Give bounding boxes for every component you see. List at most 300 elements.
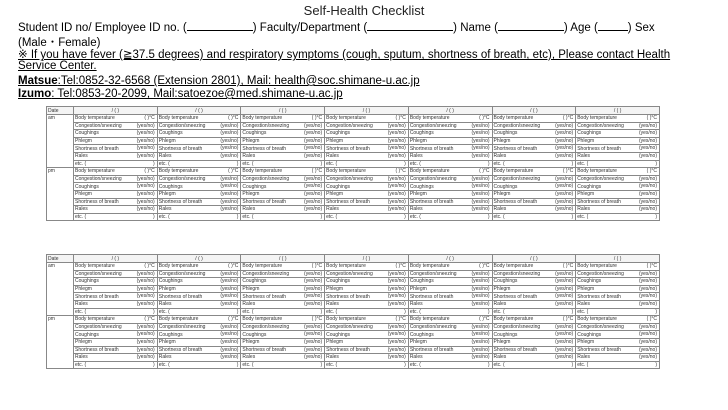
- check-cell[interactable]: [241, 160, 325, 168]
- check-cell[interactable]: [241, 206, 325, 214]
- check-cell[interactable]: [157, 122, 241, 130]
- check-cell[interactable]: [157, 137, 241, 145]
- item-answer: (yes/no): [387, 145, 406, 152]
- item-label: Congestion/sneezing: [493, 324, 541, 331]
- check-cell[interactable]: [492, 270, 576, 278]
- check-cell[interactable]: [157, 331, 241, 339]
- check-cell[interactable]: [408, 160, 492, 168]
- check-cell[interactable]: [576, 122, 660, 130]
- check-cell[interactable]: [408, 293, 492, 301]
- izumo-text[interactable]: : Tel:0853-20-2099, Mail:satoezoe@med.shimane-u.ac.jp: [51, 88, 343, 100]
- check-cell[interactable]: [157, 145, 241, 153]
- check-cell[interactable]: [576, 137, 660, 145]
- check-cell[interactable]: [576, 190, 660, 198]
- item-label: etc. (: [577, 308, 589, 315]
- item-answer: ( )°C: [479, 115, 490, 121]
- check-cell[interactable]: [576, 285, 660, 293]
- item-answer: ): [487, 361, 490, 368]
- item-label: Rales: [409, 206, 423, 213]
- check-cell[interactable]: [492, 122, 576, 130]
- check-cell[interactable]: [492, 198, 576, 206]
- check-cell[interactable]: [241, 300, 325, 308]
- item-answer: (yes/no): [304, 122, 323, 129]
- check-cell[interactable]: [157, 213, 241, 221]
- check-cell[interactable]: [325, 115, 409, 123]
- check-cell[interactable]: [576, 206, 660, 214]
- item-label: Coughings: [409, 130, 434, 137]
- check-cell[interactable]: [576, 323, 660, 331]
- item-label: Phlegm: [158, 138, 176, 145]
- item-answer: (yes/no): [220, 285, 239, 292]
- check-cell[interactable]: [74, 175, 158, 183]
- check-cell[interactable]: [408, 308, 492, 316]
- check-cell[interactable]: [325, 137, 409, 145]
- check-cell[interactable]: [241, 361, 325, 369]
- check-cell[interactable]: [74, 213, 158, 221]
- check-cell[interactable]: [74, 300, 158, 308]
- check-cell[interactable]: [241, 285, 325, 293]
- check-cell[interactable]: [157, 361, 241, 369]
- item-answer: (yes/no): [638, 270, 657, 277]
- date-cell[interactable]: / ( ): [408, 107, 492, 115]
- check-cell[interactable]: [157, 293, 241, 301]
- item-answer: (yes/no): [387, 285, 406, 292]
- check-cell[interactable]: [325, 308, 409, 316]
- check-cell[interactable]: [74, 278, 158, 286]
- item-answer: ( )°C: [144, 316, 155, 323]
- date-cell[interactable]: / ( ): [576, 107, 660, 115]
- check-cell[interactable]: [408, 361, 492, 369]
- item-label: etc. (: [158, 160, 170, 167]
- item-label: Rales: [242, 301, 256, 308]
- check-cell[interactable]: [74, 361, 158, 369]
- check-cell[interactable]: [74, 263, 158, 271]
- check-cell[interactable]: [241, 175, 325, 183]
- check-cell[interactable]: [157, 316, 241, 324]
- check-cell[interactable]: [325, 300, 409, 308]
- item-label: Phlegm: [242, 191, 260, 198]
- check-cell[interactable]: [241, 115, 325, 123]
- date-cell[interactable]: / ( ): [492, 107, 576, 115]
- check-cell[interactable]: [241, 263, 325, 271]
- faculty-label: ) Faculty/Department (: [252, 22, 368, 34]
- check-cell[interactable]: [576, 160, 660, 168]
- check-cell[interactable]: [325, 285, 409, 293]
- item-label: Congestion/sneezing: [409, 176, 457, 183]
- item-answer: (yes/no): [638, 300, 657, 307]
- check-cell[interactable]: [492, 263, 576, 271]
- item-label: etc. (: [242, 160, 254, 167]
- check-cell[interactable]: [325, 331, 409, 339]
- check-cell[interactable]: [492, 168, 576, 176]
- check-cell[interactable]: [157, 206, 241, 214]
- check-cell[interactable]: [325, 263, 409, 271]
- check-cell[interactable]: [241, 323, 325, 331]
- id-field[interactable]: [187, 20, 253, 31]
- check-cell[interactable]: [74, 190, 158, 198]
- item-label: Coughings: [409, 183, 434, 190]
- item-answer: ): [404, 160, 406, 167]
- check-cell[interactable]: [241, 270, 325, 278]
- check-cell[interactable]: [408, 168, 492, 176]
- check-cell[interactable]: [408, 316, 492, 324]
- check-cell[interactable]: [408, 263, 492, 271]
- check-cell[interactable]: [325, 175, 409, 183]
- check-cell[interactable]: [408, 145, 492, 153]
- check-cell[interactable]: [492, 331, 576, 339]
- check-cell[interactable]: [74, 285, 158, 293]
- item-answer: (yes/no): [304, 137, 323, 144]
- check-cell[interactable]: [74, 115, 158, 123]
- item-answer: (yes/no): [220, 198, 239, 205]
- check-cell[interactable]: [576, 338, 660, 346]
- date-cell[interactable]: / ( ): [241, 255, 325, 263]
- check-cell[interactable]: [74, 168, 158, 176]
- item-label: Rales: [493, 153, 507, 160]
- check-cell[interactable]: [576, 168, 660, 176]
- item-answer: (yes/no): [555, 285, 574, 292]
- check-cell[interactable]: [492, 323, 576, 331]
- check-cell[interactable]: [576, 115, 660, 123]
- date-cell[interactable]: / ( ): [157, 255, 241, 263]
- check-cell[interactable]: [325, 206, 409, 214]
- item-label: Phlegm: [75, 191, 92, 198]
- check-cell[interactable]: [492, 206, 576, 214]
- item-label: Shortness of breath: [577, 198, 621, 205]
- check-cell[interactable]: [492, 190, 576, 198]
- check-cell[interactable]: [241, 183, 325, 191]
- item-label: Congestion/sneezing: [326, 176, 373, 183]
- item-answer: (yes/no): [638, 346, 657, 353]
- item-label: Shortness of breath: [75, 293, 119, 300]
- check-cell[interactable]: [74, 354, 158, 362]
- item-label: Phlegm: [158, 339, 176, 346]
- check-cell[interactable]: [74, 183, 158, 191]
- sex-options[interactable]: (Male・Female): [18, 37, 101, 49]
- check-cell[interactable]: [241, 354, 325, 362]
- check-cell[interactable]: [74, 323, 158, 331]
- check-cell[interactable]: [408, 278, 492, 286]
- item-label: Congestion/sneezing: [242, 270, 290, 277]
- izumo-label: Izumo: [18, 88, 52, 100]
- item-label: Rales: [577, 301, 591, 308]
- check-cell[interactable]: [492, 175, 576, 183]
- check-cell[interactable]: [576, 308, 660, 316]
- check-cell[interactable]: [157, 198, 241, 206]
- check-cell[interactable]: [74, 270, 158, 278]
- item-answer: (yes/no): [471, 198, 490, 205]
- check-cell[interactable]: [157, 175, 241, 183]
- check-cell[interactable]: [157, 190, 241, 198]
- check-cell[interactable]: [157, 115, 241, 123]
- name-field[interactable]: [498, 20, 564, 31]
- check-cell[interactable]: [408, 130, 492, 138]
- date-cell[interactable]: / ( ): [492, 255, 576, 263]
- check-cell[interactable]: [325, 338, 409, 346]
- check-cell[interactable]: [492, 183, 576, 191]
- check-cell[interactable]: [241, 145, 325, 153]
- item-answer: (yes/no): [471, 183, 490, 190]
- check-cell[interactable]: [157, 270, 241, 278]
- check-cell[interactable]: [492, 278, 576, 286]
- check-cell[interactable]: [241, 137, 325, 145]
- faculty-field[interactable]: [367, 20, 453, 31]
- date-cell[interactable]: / ( ): [157, 107, 241, 115]
- check-cell[interactable]: [492, 354, 576, 362]
- check-cell[interactable]: [74, 198, 158, 206]
- check-cell[interactable]: [241, 308, 325, 316]
- check-cell[interactable]: [74, 338, 158, 346]
- check-cell[interactable]: [408, 115, 492, 123]
- item-answer: (yes/no): [471, 145, 490, 152]
- check-cell[interactable]: [325, 152, 409, 160]
- check-cell[interactable]: [408, 213, 492, 221]
- check-cell[interactable]: [492, 145, 576, 153]
- check-cell[interactable]: [492, 137, 576, 145]
- check-cell[interactable]: [576, 361, 660, 369]
- check-cell[interactable]: [74, 160, 158, 168]
- date-cell[interactable]: / ( ): [325, 255, 409, 263]
- table-row: [47, 300, 660, 308]
- check-cell[interactable]: [325, 183, 409, 191]
- check-cell[interactable]: [241, 316, 325, 324]
- check-cell[interactable]: [241, 213, 325, 221]
- check-cell[interactable]: [157, 323, 241, 331]
- check-cell[interactable]: [492, 293, 576, 301]
- item-label: etc. (: [493, 308, 505, 315]
- check-cell[interactable]: [241, 190, 325, 198]
- item-label: Phlegm: [75, 339, 92, 346]
- item-answer: (yes/no): [387, 293, 406, 300]
- check-cell[interactable]: [492, 285, 576, 293]
- item-answer: (yes/no): [304, 346, 323, 353]
- check-cell[interactable]: [325, 323, 409, 331]
- date-cell[interactable]: / ( ): [74, 255, 158, 263]
- item-answer: (yes/no): [387, 190, 406, 197]
- date-cell[interactable]: / ( ): [408, 255, 492, 263]
- check-cell[interactable]: [492, 115, 576, 123]
- item-answer: ( )°C: [562, 168, 574, 175]
- item-answer: ): [320, 308, 323, 315]
- table-row: [47, 160, 660, 168]
- check-cell[interactable]: [408, 190, 492, 198]
- check-cell[interactable]: [576, 354, 660, 362]
- date-cell[interactable]: / ( ): [241, 107, 325, 115]
- check-cell[interactable]: [157, 168, 241, 176]
- check-cell[interactable]: [74, 331, 158, 339]
- check-cell[interactable]: [408, 206, 492, 214]
- check-cell[interactable]: [492, 213, 576, 221]
- check-cell[interactable]: [241, 338, 325, 346]
- item-answer: ): [153, 160, 155, 167]
- item-label: etc. (: [326, 160, 338, 167]
- check-cell[interactable]: [74, 145, 158, 153]
- check-cell[interactable]: [74, 346, 158, 354]
- date-cell[interactable]: / ( ): [576, 255, 660, 263]
- check-cell[interactable]: [492, 300, 576, 308]
- item-answer: ): [236, 361, 239, 368]
- check-cell[interactable]: [492, 160, 576, 168]
- item-answer: ( )°C: [395, 168, 406, 175]
- check-cell[interactable]: [241, 198, 325, 206]
- check-cell[interactable]: [408, 270, 492, 278]
- check-cell[interactable]: [325, 270, 409, 278]
- check-cell[interactable]: [241, 168, 325, 176]
- check-cell[interactable]: [74, 308, 158, 316]
- check-cell[interactable]: [492, 346, 576, 354]
- item-label: Phlegm: [242, 286, 260, 293]
- check-cell[interactable]: [408, 300, 492, 308]
- item-answer: (yes/no): [387, 323, 406, 330]
- item-label: Phlegm: [326, 339, 344, 346]
- check-cell[interactable]: [157, 130, 241, 138]
- check-cell[interactable]: [325, 346, 409, 354]
- check-cell[interactable]: [408, 354, 492, 362]
- item-answer: (yes/no): [638, 354, 657, 361]
- check-cell[interactable]: [408, 183, 492, 191]
- check-cell[interactable]: [408, 331, 492, 339]
- check-cell[interactable]: [74, 206, 158, 214]
- check-cell[interactable]: [325, 145, 409, 153]
- check-cell[interactable]: [157, 354, 241, 362]
- item-label: Shortness of breath: [326, 145, 370, 152]
- check-cell[interactable]: [74, 130, 158, 138]
- matsue-text[interactable]: :Tel:0852-32-6568 (Extension 2801), Mail: health@soc.shimane-u.ac.jp: [57, 75, 420, 87]
- item-answer: (yes/no): [220, 270, 239, 277]
- check-cell[interactable]: [576, 130, 660, 138]
- check-cell[interactable]: [325, 160, 409, 168]
- check-cell[interactable]: [241, 346, 325, 354]
- checklist-table-week-1: [46, 106, 660, 221]
- check-cell[interactable]: [157, 278, 241, 286]
- check-cell[interactable]: [325, 122, 409, 130]
- check-cell[interactable]: [576, 316, 660, 324]
- check-cell[interactable]: [74, 122, 158, 130]
- check-cell[interactable]: [492, 152, 576, 160]
- check-cell[interactable]: [492, 316, 576, 324]
- item-label: Shortness of breath: [577, 145, 621, 152]
- item-label: Shortness of breath: [242, 293, 287, 300]
- check-cell[interactable]: [74, 137, 158, 145]
- check-cell[interactable]: [74, 152, 158, 160]
- check-cell[interactable]: [576, 145, 660, 153]
- check-cell[interactable]: [157, 160, 241, 168]
- check-cell[interactable]: [157, 285, 241, 293]
- check-cell[interactable]: [241, 331, 325, 339]
- check-cell[interactable]: [408, 285, 492, 293]
- item-answer: (yes/no): [638, 206, 657, 213]
- check-cell[interactable]: [408, 338, 492, 346]
- check-cell[interactable]: [576, 278, 660, 286]
- check-cell[interactable]: [576, 293, 660, 301]
- check-cell[interactable]: [157, 152, 241, 160]
- check-cell[interactable]: [576, 175, 660, 183]
- date-cell[interactable]: / ( ): [74, 107, 158, 115]
- check-cell[interactable]: [157, 338, 241, 346]
- check-cell[interactable]: [492, 361, 576, 369]
- check-cell[interactable]: [241, 152, 325, 160]
- check-cell[interactable]: [576, 300, 660, 308]
- check-cell[interactable]: [325, 354, 409, 362]
- item-label: Congestion/sneezing: [493, 122, 541, 129]
- check-cell[interactable]: [74, 316, 158, 324]
- check-cell[interactable]: [157, 300, 241, 308]
- item-label: Phlegm: [75, 286, 92, 293]
- item-answer: (yes/no): [220, 293, 239, 300]
- item-answer: ( )°C: [479, 263, 490, 269]
- check-cell[interactable]: [576, 183, 660, 191]
- check-cell[interactable]: [74, 293, 158, 301]
- item-label: etc. (: [242, 214, 254, 221]
- check-cell[interactable]: [241, 278, 325, 286]
- check-cell[interactable]: [408, 323, 492, 331]
- check-cell[interactable]: [325, 168, 409, 176]
- check-cell[interactable]: [325, 361, 409, 369]
- check-cell[interactable]: [325, 278, 409, 286]
- item-label: Rales: [409, 354, 423, 361]
- check-cell[interactable]: [408, 137, 492, 145]
- item-label: Coughings: [493, 130, 518, 137]
- item-answer: ): [404, 213, 406, 220]
- item-label: Shortness of breath: [493, 346, 538, 353]
- item-label: etc. (: [75, 362, 87, 369]
- check-cell[interactable]: [408, 152, 492, 160]
- check-cell[interactable]: [576, 152, 660, 160]
- check-cell[interactable]: [408, 346, 492, 354]
- item-answer: ): [571, 160, 574, 167]
- check-cell[interactable]: [157, 346, 241, 354]
- check-cell[interactable]: [408, 175, 492, 183]
- check-cell[interactable]: [157, 183, 241, 191]
- check-cell[interactable]: [241, 293, 325, 301]
- check-cell[interactable]: [157, 308, 241, 316]
- check-cell[interactable]: [325, 190, 409, 198]
- check-cell[interactable]: [576, 270, 660, 278]
- check-cell[interactable]: [325, 316, 409, 324]
- item-answer: (yes/no): [387, 346, 406, 353]
- check-cell[interactable]: [408, 198, 492, 206]
- item-label: Body temperature: [493, 263, 534, 270]
- item-label: etc. (: [409, 214, 421, 221]
- age-field[interactable]: [598, 20, 628, 31]
- date-cell[interactable]: / ( ): [325, 107, 409, 115]
- check-cell[interactable]: [325, 293, 409, 301]
- check-cell[interactable]: [576, 198, 660, 206]
- check-cell[interactable]: [576, 213, 660, 221]
- item-label: Phlegm: [326, 286, 344, 293]
- check-cell[interactable]: [576, 346, 660, 354]
- check-cell[interactable]: [157, 263, 241, 271]
- item-answer: (yes/no): [220, 346, 239, 353]
- check-cell[interactable]: [492, 338, 576, 346]
- check-cell[interactable]: [325, 130, 409, 138]
- item-answer: ): [320, 361, 323, 368]
- check-cell[interactable]: [576, 263, 660, 271]
- item-answer: (yes/no): [220, 145, 239, 152]
- check-cell[interactable]: [325, 198, 409, 206]
- item-label: etc. (: [326, 308, 338, 315]
- check-cell[interactable]: [492, 130, 576, 138]
- check-cell[interactable]: [241, 122, 325, 130]
- item-label: Rales: [242, 354, 256, 361]
- item-answer: (yes/no): [471, 278, 490, 285]
- check-cell[interactable]: [325, 213, 409, 221]
- check-cell[interactable]: [576, 331, 660, 339]
- check-cell[interactable]: [241, 130, 325, 138]
- check-cell[interactable]: [408, 122, 492, 130]
- check-cell[interactable]: [492, 308, 576, 316]
- item-answer: (yes/no): [220, 137, 239, 144]
